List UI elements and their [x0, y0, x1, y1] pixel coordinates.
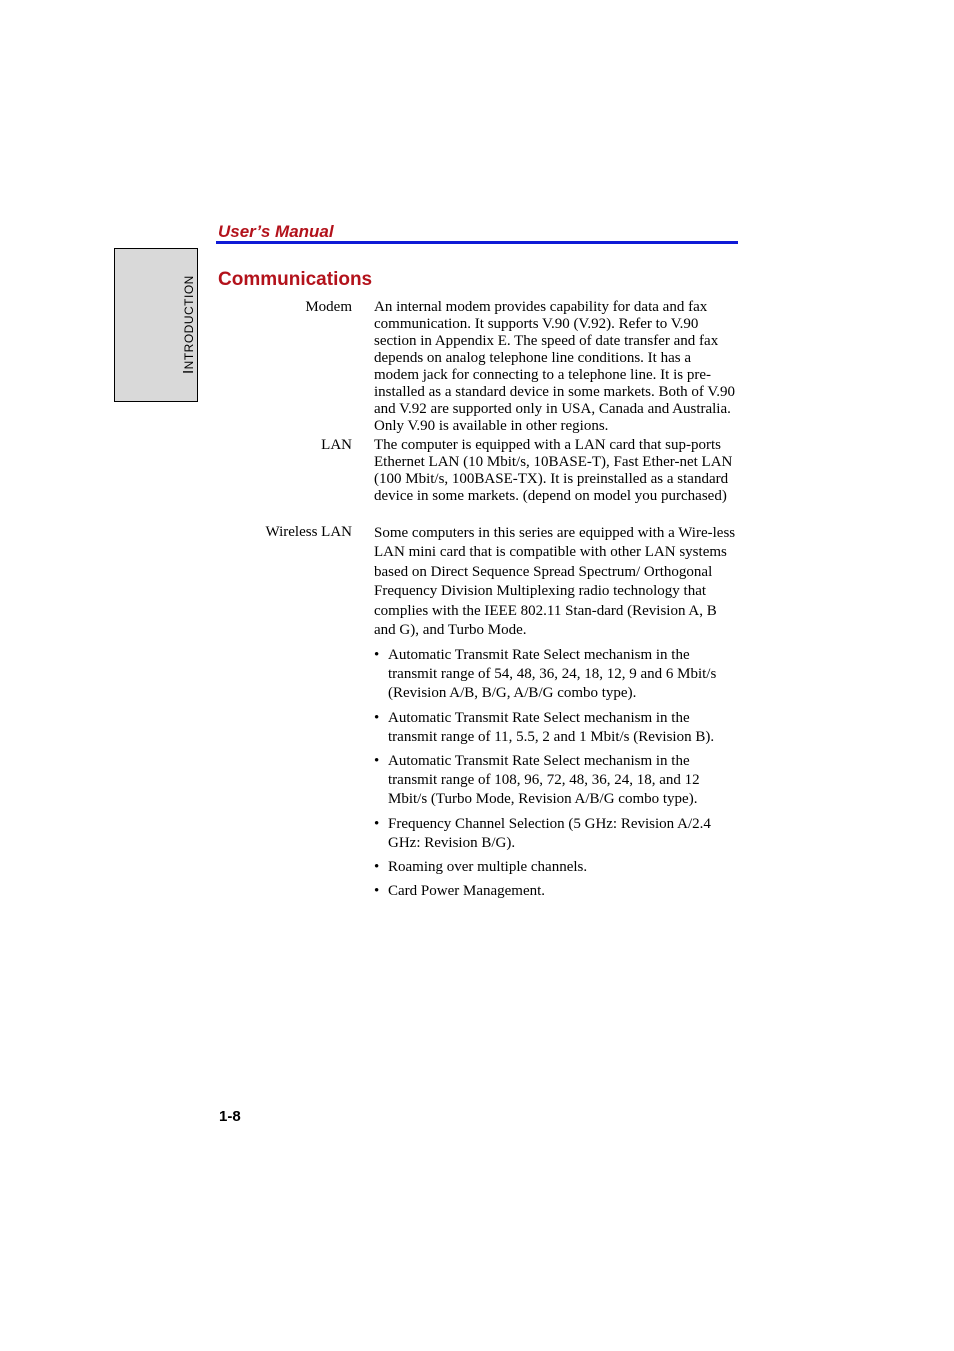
- list-item: [374, 752, 738, 810]
- list-item: [374, 646, 738, 704]
- bullet-icon: •: [374, 859, 380, 876]
- term-modem: Modem: [305, 299, 352, 315]
- page-number: 1-8: [219, 1108, 241, 1125]
- wireless-lan-feature-list: [374, 646, 738, 906]
- bullet-icon: •: [374, 815, 380, 832]
- list-item-text: Automatic Transmit Rate Select mechanism in the transmit range of 108, 96, 72, 48, 36, 24, 18, and 12 Mbit/s (Turbo Mode, Revision A/B/G combo type).: [388, 753, 700, 808]
- list-item-text: Card Power Management.: [388, 883, 546, 900]
- bullet-icon: •: [374, 883, 380, 900]
- bullet-icon: •: [374, 753, 380, 770]
- side-tab-label-rest: NTRODUCTION: [182, 275, 196, 370]
- bullet-icon: •: [374, 709, 380, 726]
- description-wireless-lan: Some computers in this series are equipped with a Wire-less LAN mini card that is compatible with other LAN systems based on Direct Sequence Spread Spectrum/ Orthogonal Frequency Division Multiplexing radio technology that complies with the IEEE 802.11 Stan-dard (Revision A, B and G), and Turbo Mode.: [374, 525, 736, 639]
- term-wireless-lan: Wireless LAN: [265, 524, 352, 540]
- term-lan: LAN: [321, 437, 352, 453]
- chapter-side-tab-label: [180, 275, 197, 374]
- list-item: [374, 709, 738, 747]
- list-item-text: Automatic Transmit Rate Select mechanism in the transmit range of 11, 5.5, 2 and 1 Mbit/s (Revision B).: [388, 709, 715, 745]
- section-title: Communications: [218, 269, 373, 290]
- list-item-text: Frequency Channel Selection (5 GHz: Revision A/2.4 GHz: Revision B/G).: [388, 815, 711, 851]
- list-item: [374, 858, 738, 877]
- description-modem: An internal modem provides capability for data and fax communication. It supports V.90 (V.92). Refer to V.90 section in Appendix E. The speed of date transfer and fax depends on analog telephone line conditions. It has a modem jack for connecting to a telephone line. It is pre-installed as a standard device in some markets. Both of V.90 and V.92 are supported only in USA, Canada and Australia. Only V.90 is available in other regions.: [374, 299, 736, 434]
- side-tab-label-initial: I: [180, 369, 197, 374]
- bullet-icon: •: [374, 647, 380, 663]
- header-rule: [216, 241, 738, 244]
- list-item-text: Automatic Transmit Rate Select mechanism in the transmit range of 54, 48, 36, 24, 18, 12, 9 and 6 Mbit/s (Revision A/B, B/G, A/B/G combo type).: [388, 647, 717, 702]
- list-item-text: Roaming over multiple channels.: [388, 859, 588, 876]
- list-item: [374, 882, 738, 901]
- running-header-title: User’s Manual: [218, 222, 334, 241]
- list-item: [374, 815, 738, 853]
- description-lan: The computer is equipped with a LAN card that sup-ports Ethernet LAN (10 Mbit/s, 10BASE-T), Fast Ether-net LAN (100 Mbit/s, 100BASE-TX). It is preinstalled as a standard device in some markets. (depend on model you purchased): [374, 437, 733, 504]
